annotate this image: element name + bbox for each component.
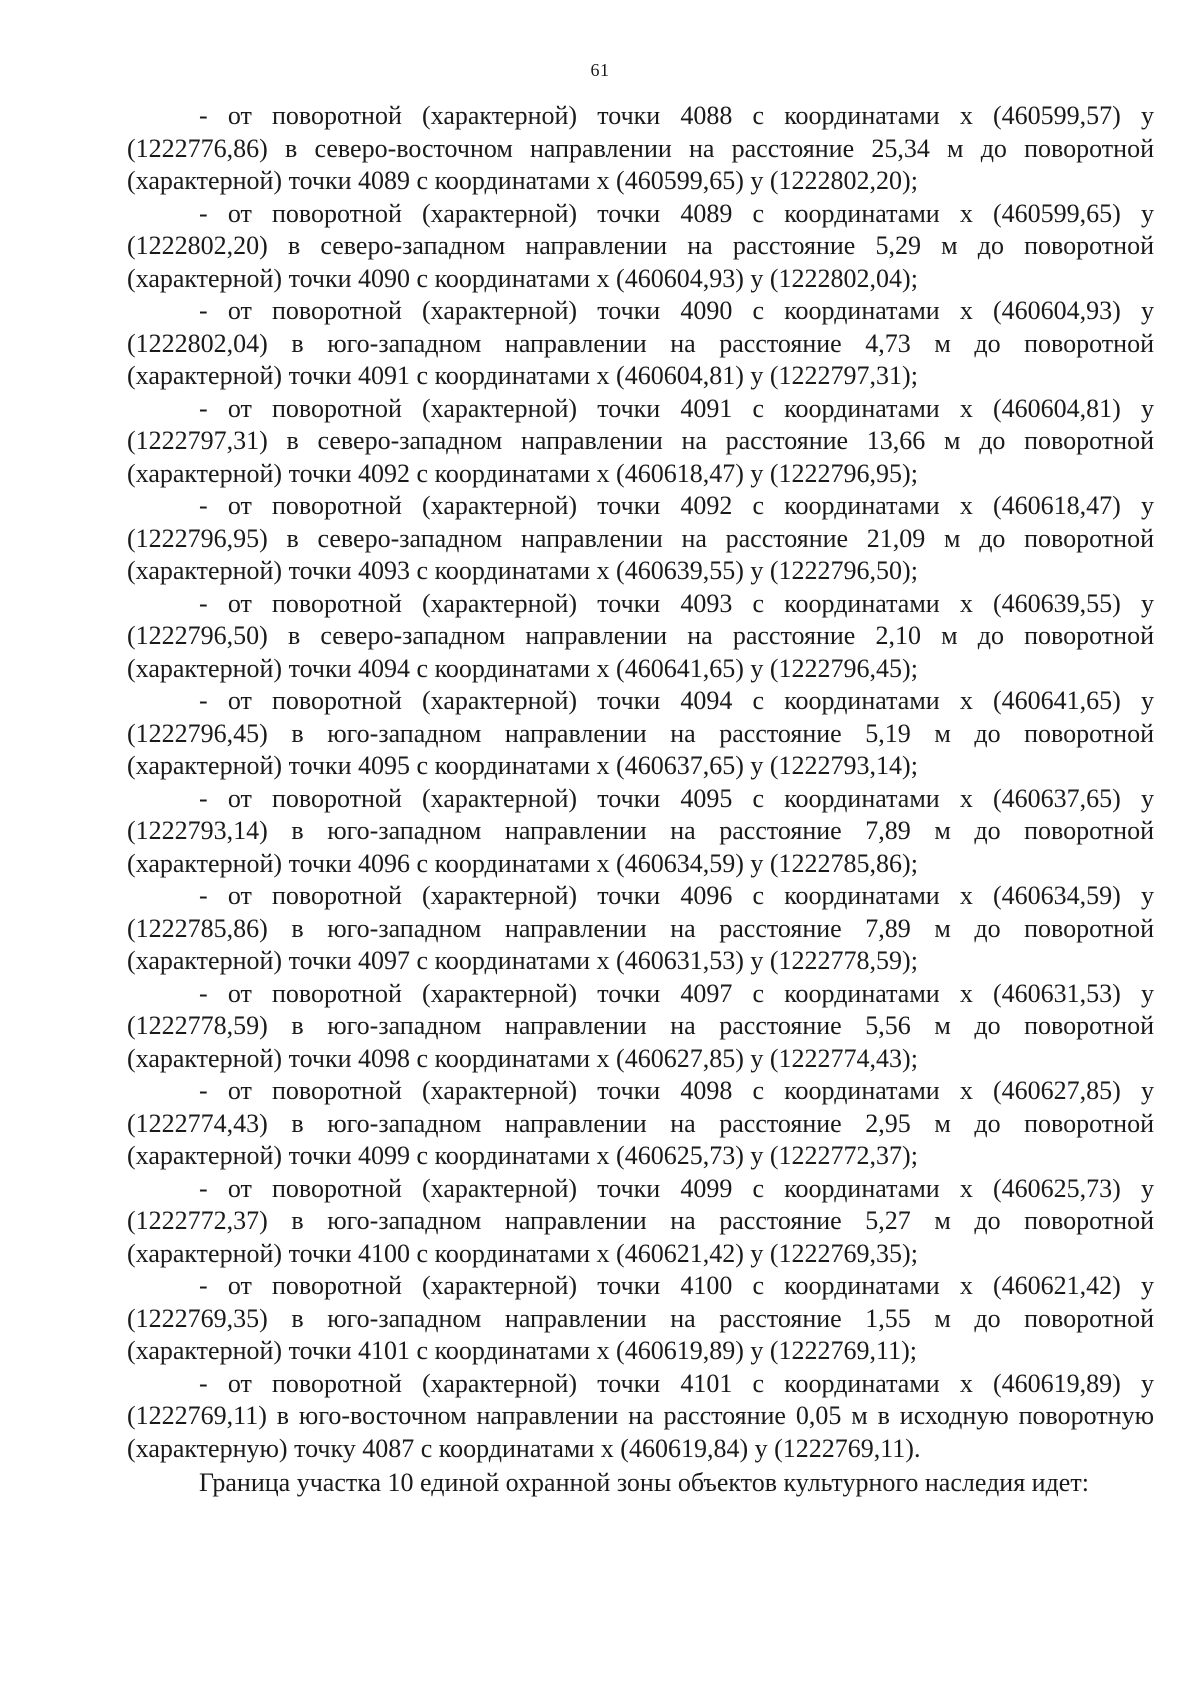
boundary-segment-4099-4100: - от поворотной (характерной) точки 4099 с координатами х (460625,73) у (1222772,37) в юго-западном направлении на расстояние 5,27 м до поворотной (характерной) точки 4100 с координатами х (460621,42) у (1222769,35); [127,1173,1154,1268]
boundary-segment-4095-4096: - от поворотной (характерной) точки 4095 с координатами х (460637,65) у (1222793,14) в юго-западном направлении на расстояние 7,89 м до поворотной (характерной) точки 4096 с координатами х (460634,59) у (1222785,86); [127,783,1154,878]
boundary-segment-4094-4095: - от поворотной (характерной) точки 4094 с координатами х (460641,65) у (1222796,45) в юго-западном направлении на расстояние 5,19 м до поворотной (характерной) точки 4095 с координатами х (460637,65) у (1222793,14); [127,686,1154,780]
boundary-segment-4092-4093: - от поворотной (характерной) точки 4092 с координатами х (460618,47) у (1222796,95) в северо-западном направлении на расстояние 21,09 м до поворотной (характерной) точки 4093 с координатами х (460639,55) у (1222796,50); [127,491,1154,585]
document-body [127,100,1154,1500]
boundary-segment-4091-4092: - от поворотной (характерной) точки 4091 с координатами х (460604,81) у (1222797,31) в северо-западном направлении на расстояние 13,66 м до поворотной (характерной) точки 4092 с координатами х (460618,47) у (1222796,95); [127,393,1154,488]
boundary-segment-4097-4098: - от поворотной (характерной) точки 4097 с координатами х (460631,53) у (1222778,59) в юго-западном направлении на расстояние 5,56 м до поворотной (характерной) точки 4098 с координатами х (460627,85) у (1222774,43); [127,978,1154,1073]
boundary-segment-4098-4099: - от поворотной (характерной) точки 4098 с координатами х (460627,85) у (1222774,43) в юго-западном направлении на расстояние 2,95 м до поворотной (характерной) точки 4099 с координатами х (460625,73) у (1222772,37); [127,1076,1154,1170]
boundary-segment-4100-4101: - от поворотной (характерной) точки 4100 с координатами х (460621,42) у (1222769,35) в юго-западном направлении на расстояние 1,55 м до поворотной (характерной) точки 4101 с координатами х (460619,89) у (1222769,11); [127,1271,1154,1365]
boundary-segment-4093-4094: - от поворотной (характерной) точки 4093 с координатами х (460639,55) у (1222796,50) в северо-западном направлении на расстояние 2,10 м до поворотной (характерной) точки 4094 с координатами х (460641,65) у (1222796,45); [127,588,1154,683]
page-number: 61 [590,60,610,80]
boundary-segment-4088-4089: - от поворотной (характерной) точки 4088 с координатами х (460599,57) у (1222776,86) в северо-восточном направлении на расстояние 25,34 м до поворотной (характерной) точки 4089 с координатами х (460599,65) у (1222802,20); [127,101,1154,195]
section-intro-paragraph: Граница участка 10 единой охранной зоны объектов культурного наследия идет: [199,1468,1089,1497]
boundary-segment-4101-4087: - от поворотной (характерной) точки 4101 с координатами х (460619,89) у (1222769,11) в юго-восточном направлении на расстояние 0,05 м в исходную поворотную (характерную) точку 4087 с координатами х (460619,84) у (1222769,11). [127,1368,1154,1463]
boundary-segment-4096-4097: - от поворотной (характерной) точки 4096 с координатами х (460634,59) у (1222785,86) в юго-западном направлении на расстояние 7,89 м до поворотной (характерной) точки 4097 с координатами х (460631,53) у (1222778,59); [127,881,1154,975]
boundary-segment-4089-4090: - от поворотной (характерной) точки 4089 с координатами х (460599,65) у (1222802,20) в северо-западном направлении на расстояние 5,29 м до поворотной (характерной) точки 4090 с координатами х (460604,93) у (1222802,04); [127,198,1154,293]
boundary-segment-4090-4091: - от поворотной (характерной) точки 4090 с координатами х (460604,93) у (1222802,04) в юго-западном направлении на расстояние 4,73 м до поворотной (характерной) точки 4091 с координатами х (460604,81) у (1222797,31); [127,296,1154,390]
